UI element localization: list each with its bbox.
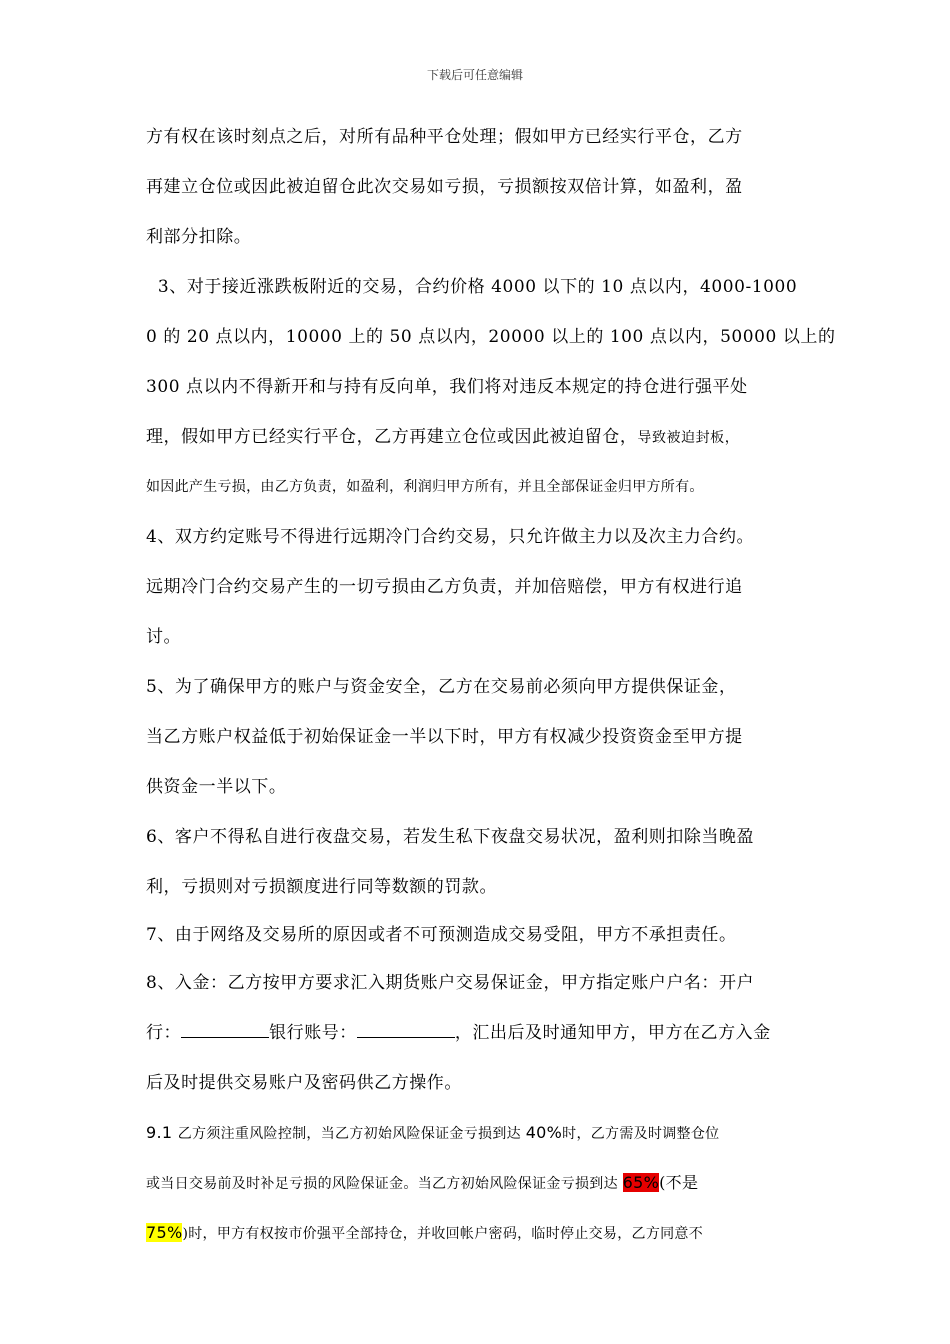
account-number-blank bbox=[357, 1015, 455, 1038]
paragraph-line: 利部分扣除。 bbox=[146, 227, 252, 247]
percent-75-highlight: 75% bbox=[146, 1223, 183, 1242]
clause-4-line: 4、双方约定账号不得进行远期冷门合约交易，只允许做主力以及次主力合约。 bbox=[146, 527, 755, 547]
clause-8-line bbox=[146, 1014, 806, 1064]
clause-9-line bbox=[146, 1214, 806, 1264]
clause-9-line bbox=[146, 1164, 806, 1214]
clause-3-line: 3、对于接近涨跌板附近的交易，合约价格 4000 以下的 10 点以内，4000-1000 bbox=[146, 277, 798, 297]
clause-8-text: 银行账号： bbox=[269, 1023, 357, 1043]
clause-8-text: ，汇出后及时通知甲方，甲方在乙方入金 bbox=[454, 1023, 771, 1043]
page-header: 下载后可任意编辑 bbox=[426, 68, 523, 82]
clause-3-text-small: 导致被迫封板， bbox=[637, 430, 740, 446]
clause-9-text: 乙方须注重风险控制，当乙方初始风险保证金亏损到达 bbox=[177, 1126, 526, 1142]
clause-3-line bbox=[146, 418, 806, 468]
clause-5-line: 供资金一半以下。 bbox=[146, 777, 287, 797]
clause-3-line: 300 点以内不得新开和与持有反向单，我们将对违反本规定的持仓进行强平处 bbox=[146, 377, 748, 397]
percent-65-highlight: 65% bbox=[622, 1173, 660, 1192]
clause-3-line: 0 的 20 点以内，10000 上的 50 点以内，20000 以上的 100 点以内，50000 以上的 bbox=[146, 327, 836, 347]
clause-9-number: 9.1 bbox=[146, 1123, 178, 1142]
clause-5-line: 5、为了确保甲方的账户与资金安全，乙方在交易前必须向甲方提供保证金， bbox=[146, 677, 737, 697]
clause-6-line: 6、客户不得私自进行夜盘交易，若发生私下夜盘交易状况，盈利则扣除当晚盈 bbox=[146, 827, 755, 847]
paragraph-line: 方有权在该时刻点之后，对所有品种平仓处理；假如甲方已经实行平仓，乙方 bbox=[146, 127, 743, 147]
clause-6-line: 利，亏损则对亏损额度进行同等数额的罚款。 bbox=[146, 877, 497, 897]
clause-7-line: 7、由于网络及交易所的原因或者不可预测造成交易受阻，甲方不承担责任。 bbox=[146, 925, 737, 945]
clause-9-text: (不是 bbox=[659, 1173, 699, 1192]
clause-9-text: )时，甲方有权按市价强平全部持仓，并收回帐户密码，临时停止交易，乙方同意不 bbox=[182, 1226, 704, 1242]
paragraph-line: 再建立仓位或因此被迫留仓此次交易如亏损，亏损额按双倍计算，如盈利，盈 bbox=[146, 177, 743, 197]
clause-8-line: 后及时提供交易账户及密码供乙方操作。 bbox=[146, 1073, 462, 1093]
clause-8-text: 行： bbox=[146, 1023, 182, 1043]
clause-9-line bbox=[146, 1114, 806, 1164]
clause-4-line: 讨。 bbox=[146, 627, 182, 647]
clause-9-text: 时，乙方需及时调整仓位 bbox=[562, 1126, 720, 1142]
clause-3-text: 理，假如甲方已经实行平仓，乙方再建立仓位或因此被迫留仓， bbox=[146, 427, 638, 447]
clause-5-line: 当乙方账户权益低于初始保证金一半以下时，甲方有权减少投资资金至甲方提 bbox=[146, 727, 743, 747]
clause-9-text: 或当日交易前及时补足亏损的风险保证金。当乙方初始风险保证金亏损到达 bbox=[146, 1176, 623, 1192]
bank-name-blank bbox=[181, 1015, 269, 1038]
document-body bbox=[146, 118, 836, 1264]
clause-4-line: 远期冷门合约交易产生的一切亏损由乙方负责，并加倍赔偿，甲方有权进行追 bbox=[146, 577, 743, 597]
clause-8-line: 8、入金：乙方按甲方要求汇入期货账户交易保证金，甲方指定账户户名：开户 bbox=[146, 973, 755, 993]
clause-3-line: 如因此产生亏损，由乙方负责，如盈利，利润归甲方所有，并且全部保证金归甲方所有。 bbox=[146, 479, 704, 495]
percent-40: 40% bbox=[525, 1123, 563, 1142]
